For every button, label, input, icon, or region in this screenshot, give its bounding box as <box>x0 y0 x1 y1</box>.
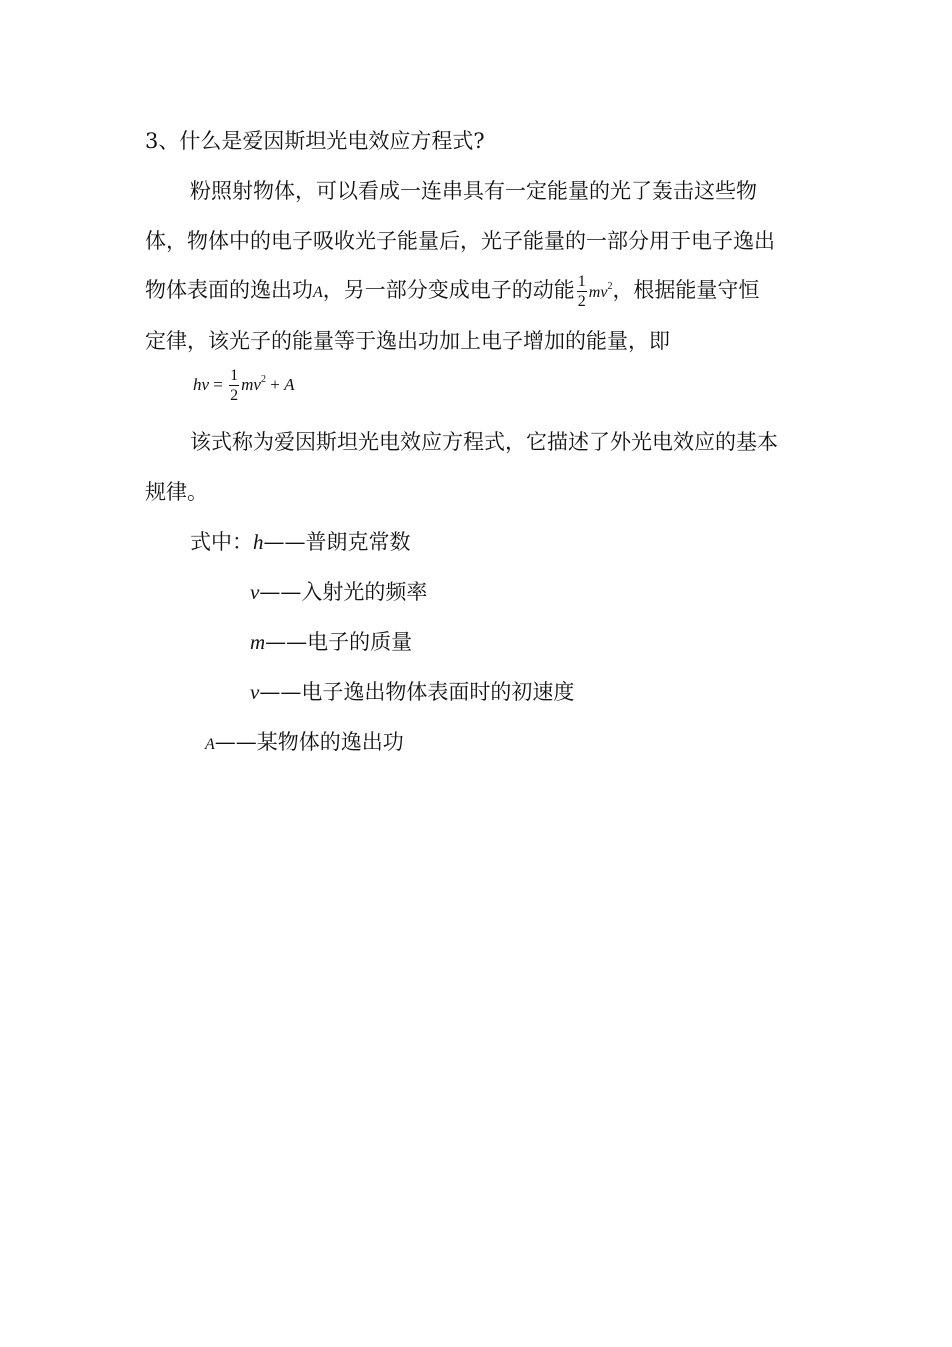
fraction-numerator: 1 <box>577 272 586 290</box>
paragraph-1-line-3 <box>145 273 759 310</box>
legend-item-nu <box>250 578 427 606</box>
legend-item-a <box>205 728 404 759</box>
legend-symbol-h: h <box>253 530 264 554</box>
equation-lhs: hν <box>193 374 210 394</box>
half-fraction <box>577 274 587 310</box>
legend-symbol-a: A <box>205 736 215 753</box>
legend-symbol-v: v <box>250 680 260 704</box>
paragraph-1-line-1: 粉照射物体，可以看成一连串具有一定能量的光了轰击这些物 <box>190 179 757 203</box>
work-function-symbol: A <box>313 284 323 301</box>
legend-desc-a: ——某物体的逸出功 <box>214 730 404 754</box>
legend-desc-m: ——电子的质量 <box>265 630 413 654</box>
equation-fraction-denominator: 2 <box>230 387 239 404</box>
legend-item-h <box>190 528 411 556</box>
mv-term: mv <box>588 284 608 301</box>
paragraph-1-line-4: 定律，该光子的能量等于逸出功加上电子增加的能量，即 <box>145 329 670 353</box>
paragraph-2-line-1: 该式称为爱因斯坦光电效应方程式，它描述了外光电效应的基本 <box>190 430 778 454</box>
legend-item-m <box>250 628 412 656</box>
equation-equals: = <box>213 374 223 394</box>
legend-desc-v: ——电子逸出物体表面时的初速度 <box>259 680 575 704</box>
legend-symbol-m: m <box>250 630 266 654</box>
paragraph-2-line-2: 规律。 <box>145 480 208 504</box>
equation-mv: mv <box>241 374 261 394</box>
paragraph-1-line-2: 体，物体中的电子吸收光子能量后，光子能量的一部分用于电子逸出 <box>145 229 775 253</box>
line3-text-c: ，根据能量守恒 <box>612 278 760 302</box>
legend-intro: 式中： <box>190 530 253 554</box>
legend-item-v <box>250 678 574 706</box>
legend-desc-h: ——普朗克常数 <box>263 530 411 554</box>
section-heading: 3、什么是爱因斯坦光电效应方程式? <box>145 129 485 153</box>
equation-fraction <box>229 368 239 404</box>
einstein-equation <box>193 368 294 404</box>
equation-plus: + <box>270 374 280 394</box>
equation-fraction-numerator: 1 <box>230 367 239 384</box>
equation-a: A <box>284 374 295 394</box>
equation-exponent: 2 <box>260 373 266 385</box>
fraction-denominator: 2 <box>577 292 586 310</box>
line3-text-b: ，另一部分变成电子的动能 <box>322 278 575 302</box>
legend-symbol-nu: ν <box>250 580 260 604</box>
square-exponent: 2 <box>607 281 613 292</box>
line3-text-a: 物体表面的逸出功 <box>145 278 313 302</box>
legend-desc-nu: ——入射光的频率 <box>259 580 428 604</box>
